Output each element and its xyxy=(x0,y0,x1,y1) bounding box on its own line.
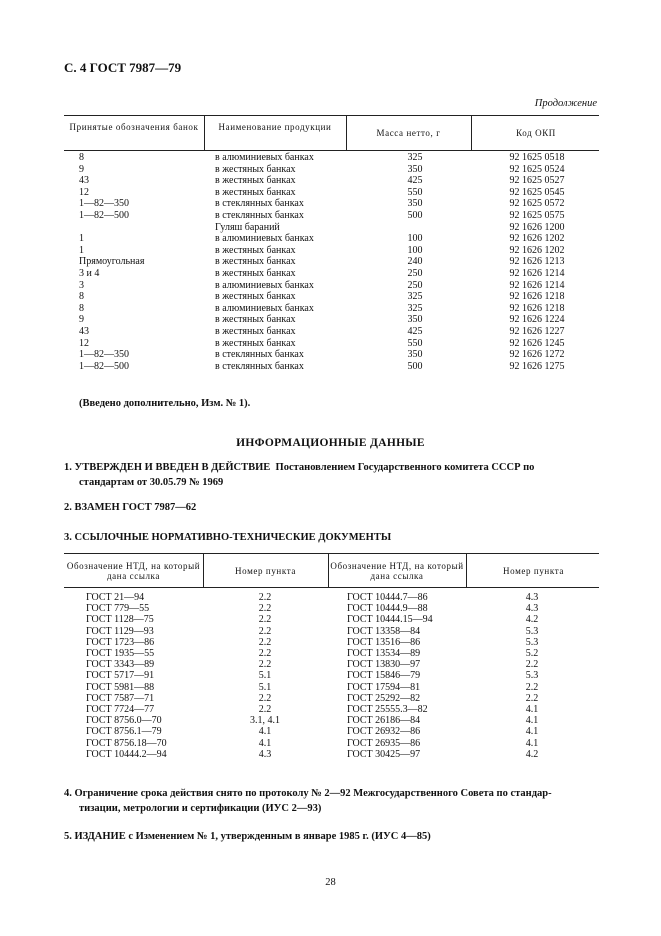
table2-row xyxy=(0,738,661,749)
clause-number-cell: 2.2 xyxy=(258,636,272,648)
clause-number-cell: 2.2 xyxy=(258,592,272,603)
product-name-cell: в жестяных банках xyxy=(215,244,296,256)
clause-number-cell: 4.1 xyxy=(258,737,272,749)
okp-code-cell: 92 1625 0575 xyxy=(509,210,565,221)
product-name-cell: в стеклянных банках xyxy=(215,360,304,372)
ntd-designation-cell: ГОСТ 13516—86 xyxy=(347,636,421,648)
table1-col-divider xyxy=(471,115,472,150)
table1-row xyxy=(0,222,661,234)
table1-row xyxy=(0,280,661,292)
product-name-cell: в жестяных банках xyxy=(215,337,296,349)
table2-row xyxy=(0,592,661,603)
okp-code-cell: 92 1626 1202 xyxy=(509,233,565,245)
table1-row xyxy=(0,187,661,199)
product-name-cell: в жестяных банках xyxy=(215,175,296,187)
page-header: С. 4 ГОСТ 7987—79 xyxy=(64,60,182,75)
clause-number-cell: 5.1 xyxy=(258,681,272,693)
table1-header-rule xyxy=(64,150,599,151)
net-mass-cell: 240 xyxy=(407,256,423,268)
amendment-note: (Введено дополнительно, Изм. № 1). xyxy=(79,398,251,409)
okp-code-cell: 92 1625 0545 xyxy=(509,186,565,198)
okp-code-cell: 92 1626 1275 xyxy=(509,360,565,372)
clause-number-cell: 2.2 xyxy=(525,692,539,704)
okp-code-cell: 92 1626 1214 xyxy=(509,268,565,279)
can-designation-cell: 43 xyxy=(79,326,89,337)
can-designation-cell: 9 xyxy=(79,163,84,175)
product-name-cell: в стеклянных банках xyxy=(215,210,304,221)
table2-col-divider xyxy=(328,553,329,587)
ntd-designation-cell: ГОСТ 10444.9—88 xyxy=(347,603,428,615)
table1-row xyxy=(0,198,661,210)
clause-number-cell: 3.1, 4.1 xyxy=(250,715,280,727)
okp-code-cell: 92 1625 0518 xyxy=(509,152,565,163)
table2-row xyxy=(0,715,661,726)
ntd-designation-cell: ГОСТ 1129—93 xyxy=(86,625,154,637)
ntd-designation-cell: ГОСТ 25292—82 xyxy=(347,692,421,704)
ntd-designation-cell: ГОСТ 1723—86 xyxy=(86,636,155,648)
okp-code-cell: 92 1626 1218 xyxy=(509,291,565,303)
clause-number-cell: 5.3 xyxy=(525,625,539,637)
can-designation-cell: 12 xyxy=(79,186,89,198)
okp-code-cell: 92 1626 1214 xyxy=(509,279,565,291)
info-item-5: 5. ИЗДАНИЕ с Изменением № 1, утвержденным в январе 1985 г. (ИУС 4—85) xyxy=(64,831,431,842)
ntd-designation-cell: ГОСТ 779—55 xyxy=(86,603,150,615)
table2-row xyxy=(0,626,661,637)
clause-number-cell: 5.3 xyxy=(525,636,539,648)
info-item-1-lead: 1. УТВЕРЖДЕН И ВВЕДЕН В ДЕЙСТВИЕ xyxy=(64,462,271,473)
can-designation-cell: 43 xyxy=(79,175,89,187)
can-designation-cell: 8 xyxy=(79,302,84,314)
info-item-1 xyxy=(64,461,534,475)
table1-col-header: Наименование продукции xyxy=(218,122,332,132)
ntd-designation-cell: ГОСТ 21—94 xyxy=(86,592,145,603)
clause-number-cell: 5.1 xyxy=(258,670,272,682)
product-name-cell: в жестяных банках xyxy=(215,291,296,303)
table1-col-header: Код ОКП xyxy=(516,128,556,138)
okp-code-cell: 92 1626 1202 xyxy=(509,244,565,256)
ntd-designation-cell: ГОСТ 3343—89 xyxy=(86,659,155,671)
table1-top-rule xyxy=(64,115,599,116)
product-name-cell: в стеклянных банках xyxy=(215,198,304,210)
net-mass-cell: 100 xyxy=(407,244,423,256)
table2-col-header: Номер пункта xyxy=(503,566,564,576)
okp-code-cell: 92 1626 1245 xyxy=(509,337,565,349)
clause-number-cell: 4.1 xyxy=(525,704,539,715)
info-item-1-line2: стандартам от 30.05.79 № 1969 xyxy=(79,477,224,488)
table1-row xyxy=(0,326,661,338)
okp-code-cell: 92 1626 1218 xyxy=(509,302,565,314)
okp-code-cell: 92 1625 0572 xyxy=(509,198,565,210)
ntd-designation-cell: ГОСТ 7724—77 xyxy=(86,704,155,715)
table1-row xyxy=(0,349,661,361)
product-name-cell: в алюминиевых банках xyxy=(215,302,314,314)
table2-row xyxy=(0,693,661,704)
net-mass-cell: 350 xyxy=(407,198,423,210)
okp-code-cell: 92 1626 1272 xyxy=(509,349,565,361)
table2-row xyxy=(0,749,661,760)
net-mass-cell: 500 xyxy=(407,360,423,372)
clause-number-cell: 4.1 xyxy=(258,726,272,738)
clause-number-cell: 4.2 xyxy=(525,614,539,626)
net-mass-cell: 500 xyxy=(407,210,423,221)
product-name-cell: в жестяных банках xyxy=(215,163,296,175)
table2-row xyxy=(0,726,661,737)
product-name-cell: в жестяных банках xyxy=(215,186,296,198)
table2-row xyxy=(0,670,661,681)
can-designation-cell: 1 xyxy=(79,244,84,256)
ntd-designation-cell: ГОСТ 13830—97 xyxy=(347,659,421,671)
can-designation-cell: 12 xyxy=(79,337,89,349)
continuation-label: Продолжение xyxy=(534,98,597,109)
table1-row xyxy=(0,256,661,268)
net-mass-cell: 550 xyxy=(407,186,423,198)
clause-number-cell: 2.2 xyxy=(258,603,272,615)
table1-col-header: Принятые обозначения банок xyxy=(69,122,199,132)
product-name-cell: в жестяных банках xyxy=(215,314,296,326)
net-mass-cell: 325 xyxy=(407,291,423,303)
table2-top-rule xyxy=(64,553,599,554)
ntd-designation-cell: ГОСТ 13534—89 xyxy=(347,648,421,659)
table1-row xyxy=(0,291,661,303)
can-designation-cell: 1—82—350 xyxy=(79,349,129,361)
clause-number-cell: 2.2 xyxy=(525,659,539,671)
table2-row xyxy=(0,659,661,670)
clause-number-cell: 4.1 xyxy=(525,715,539,727)
info-item-3: 3. ССЫЛОЧНЫЕ НОРМАТИВНО-ТЕХНИЧЕСКИЕ ДОКУМЕНТЫ xyxy=(64,532,392,543)
ntd-designation-cell: ГОСТ 10444.2—94 xyxy=(86,748,167,760)
table2-header-rule xyxy=(64,587,599,588)
table2-col-header: Обозначение НТД, на который дана ссылка xyxy=(330,561,464,581)
info-item-4: 4. Ограничение срока действия снято по протоколу № 2—92 Межгосударственного Совета по стандар- xyxy=(64,788,552,799)
can-designation-cell: 9 xyxy=(79,314,84,326)
can-designation-cell: Прямоугольная xyxy=(79,256,145,268)
net-mass-cell: 350 xyxy=(407,314,423,326)
product-name-cell: в стеклянных банках xyxy=(215,349,304,361)
can-designation-cell: 8 xyxy=(79,291,84,303)
table1-col-header: Масса нетто, г xyxy=(376,128,441,138)
clause-number-cell: 2.2 xyxy=(258,659,272,671)
clause-number-cell: 2.2 xyxy=(258,692,272,704)
can-designation-cell: 1—82—500 xyxy=(79,360,129,372)
table1-row xyxy=(0,233,661,245)
ntd-designation-cell: ГОСТ 25555.3—82 xyxy=(347,704,428,715)
ntd-designation-cell: ГОСТ 30425—97 xyxy=(347,748,421,760)
ntd-designation-cell: ГОСТ 13358—84 xyxy=(347,625,421,637)
ntd-designation-cell: ГОСТ 5717—91 xyxy=(86,670,155,682)
table1-row xyxy=(0,314,661,326)
table2-row xyxy=(0,704,661,715)
clause-number-cell: 4.3 xyxy=(525,603,539,615)
table1-row xyxy=(0,152,661,164)
okp-code-cell: 92 1626 1200 xyxy=(509,221,565,233)
ntd-designation-cell: ГОСТ 26935—86 xyxy=(347,737,421,749)
table1-row xyxy=(0,164,661,176)
table2-col-header: Обозначение НТД, на который дана ссылка xyxy=(66,561,201,581)
ntd-designation-cell: ГОСТ 26186—84 xyxy=(347,715,421,727)
net-mass-cell: 250 xyxy=(407,268,423,279)
can-designation-cell: 1—82—350 xyxy=(79,198,129,210)
okp-code-cell: 92 1626 1213 xyxy=(509,256,565,268)
can-designation-cell: 3 и 4 xyxy=(79,268,100,279)
net-mass-cell: 425 xyxy=(407,175,423,187)
product-name-cell: в алюминиевых банках xyxy=(215,152,314,163)
info-item-2: 2. ВЗАМЕН ГОСТ 7987—62 xyxy=(64,502,197,513)
page-number: 28 xyxy=(325,877,336,888)
table1-col-divider xyxy=(346,115,347,150)
ntd-designation-cell: ГОСТ 5981—88 xyxy=(86,681,155,693)
ntd-designation-cell: ГОСТ 8756.1—79 xyxy=(86,726,162,738)
clause-number-cell: 4.3 xyxy=(525,592,539,603)
table1-row xyxy=(0,268,661,280)
clause-number-cell: 2.2 xyxy=(258,625,272,637)
ntd-designation-cell: ГОСТ 8756.18—70 xyxy=(86,737,167,749)
table2-row xyxy=(0,603,661,614)
net-mass-cell: 325 xyxy=(407,302,423,314)
clause-number-cell: 5.3 xyxy=(525,670,539,682)
ntd-designation-cell: ГОСТ 17594—81 xyxy=(347,681,421,693)
table2-col-divider xyxy=(203,553,204,587)
ntd-designation-cell: ГОСТ 8756.0—70 xyxy=(86,715,162,727)
ntd-designation-cell: ГОСТ 1128—75 xyxy=(86,614,154,626)
product-name-cell: в алюминиевых банках xyxy=(215,279,314,291)
product-name-cell: в жестяных банках xyxy=(215,256,296,268)
ntd-designation-cell: ГОСТ 26932—86 xyxy=(347,726,421,738)
clause-number-cell: 5.2 xyxy=(525,648,539,659)
table2-row xyxy=(0,614,661,625)
okp-code-cell: 92 1625 0524 xyxy=(509,163,565,175)
clause-number-cell: 4.3 xyxy=(258,748,272,760)
ntd-designation-cell: ГОСТ 10444.15—94 xyxy=(347,614,433,626)
clause-number-cell: 2.2 xyxy=(525,681,539,693)
table2-row xyxy=(0,682,661,693)
ntd-designation-cell: ГОСТ 1935—55 xyxy=(86,648,155,659)
info-section-title: ИНФОРМАЦИОННЫЕ ДАННЫЕ xyxy=(236,437,425,449)
table2-col-header: Номер пункта xyxy=(235,566,296,576)
table1-row xyxy=(0,210,661,222)
okp-code-cell: 92 1626 1224 xyxy=(509,314,565,326)
table2-row xyxy=(0,637,661,648)
product-name-cell: в алюминиевых банках xyxy=(215,233,314,245)
info-item-1-text: Постановлением Государственного комитета СССР по xyxy=(275,462,535,473)
okp-code-cell: 92 1625 0527 xyxy=(509,175,565,187)
clause-number-cell: 4.1 xyxy=(525,726,539,738)
net-mass-cell: 350 xyxy=(407,163,423,175)
okp-code-cell: 92 1626 1227 xyxy=(509,326,565,337)
product-name-cell: Гуляш бараний xyxy=(215,221,280,233)
can-designation-cell: 1 xyxy=(79,233,84,245)
can-designation-cell: 3 xyxy=(79,279,84,291)
can-designation-cell: 1—82—500 xyxy=(79,210,129,221)
product-name-cell: в жестяных банках xyxy=(215,326,296,337)
clause-number-cell: 4.1 xyxy=(525,737,539,749)
table1-row xyxy=(0,338,661,350)
table1-row xyxy=(0,361,661,373)
clause-number-cell: 4.2 xyxy=(525,748,539,760)
table1-col-divider xyxy=(204,115,205,150)
net-mass-cell: 550 xyxy=(407,337,423,349)
net-mass-cell: 250 xyxy=(407,279,423,291)
net-mass-cell: 100 xyxy=(407,233,423,245)
ntd-designation-cell: ГОСТ 10444.7—86 xyxy=(347,592,428,603)
clause-number-cell: 2.2 xyxy=(258,648,272,659)
info-item-4-line2: тизации, метрологии и сертификации (ИУС 2—93) xyxy=(79,803,322,814)
net-mass-cell: 425 xyxy=(407,326,423,337)
clause-number-cell: 2.2 xyxy=(258,614,272,626)
table2-row xyxy=(0,648,661,659)
net-mass-cell: 325 xyxy=(407,152,423,163)
ntd-designation-cell: ГОСТ 7587—71 xyxy=(86,692,155,704)
clause-number-cell: 2.2 xyxy=(258,704,272,715)
table2-col-divider xyxy=(466,553,467,587)
table1-row xyxy=(0,175,661,187)
net-mass-cell: 350 xyxy=(407,349,423,361)
table1-row xyxy=(0,303,661,315)
product-name-cell: в жестяных банках xyxy=(215,268,296,279)
ntd-designation-cell: ГОСТ 15846—79 xyxy=(347,670,421,682)
table1-row xyxy=(0,245,661,257)
can-designation-cell: 8 xyxy=(79,152,84,163)
